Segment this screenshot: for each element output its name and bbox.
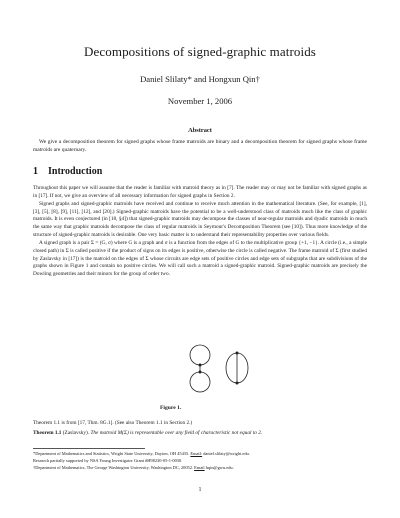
theorem-reference: Theorem 1.1 is from [17, Thm. 8G.1]. (See also Theorem 1.1 in Section 2.): [33, 420, 193, 426]
figure-vertex: [199, 371, 202, 374]
figure-caption: Figure 1.: [160, 405, 182, 411]
section-heading: [33, 166, 102, 177]
section-title: Introduction: [48, 166, 103, 177]
footnote-2: †Department of Mathematics, The George Washington University, Washington DC, 20052. Email hqin@gwu.edu.: [33, 465, 234, 470]
paper-title: Decompositions of signed-graphic matroids: [84, 44, 316, 59]
figure-vertex: [199, 364, 202, 367]
theorem-statement: The matroid M(Σ) is representable over any field of characteristic not equal to 2.: [90, 430, 263, 436]
paper-date: November 1, 2006: [167, 96, 233, 106]
footnotes: [33, 450, 367, 471]
abstract-text: We give a decomposition theorem for signed graphs whose frame matroids are binary and a decomposition theorem for signed graphs whose frame matroids are quaternary.: [33, 139, 367, 153]
footnote-1-email[interactable]: daniel.slilaty@wright.edu.: [203, 451, 250, 456]
section-number: 1: [33, 166, 38, 177]
figure-upper-loop: [190, 345, 210, 365]
theorem-label: Theorem 1.1: [33, 430, 62, 436]
footnote-1-email-label: Email:: [190, 451, 203, 456]
figure-vertex: [236, 382, 239, 385]
paragraph-3: A signed graph is a pair Σ = (G, σ) where G is a graph and σ is a function from the edges of G to the multiplicative group {+1, −1}. A circle (i.e., a simple closed path) in Σ is called positive if the product of signs on its edges is positive, otherwise the circle is called negative. The frame matroid of Σ (first studied by Zaslavsky in [17]) is the matroid on the edges of Σ whose circuits are edge sets of positive circles and edge sets of subgraphs that are subdivisions of the graphs shown in Figure 1 and contain no positive circles. We will call such a matroid a signed-graphic matroid. Signed-graphic matroids are precisely the Dowling geometries and their minors for the group of order two.: [33, 239, 367, 278]
abstract-heading: Abstract: [188, 127, 212, 134]
footnote-rule: [33, 448, 145, 449]
paragraph-2: Signed graphs and signed-graphic matroids have received and continue to receive much attention in the mathematical literature. (See, for example, [1], [3], [5], [8], [9], [11], [12], and [20].) Signed-graphic matroids have the potential to be a well-understood class of matroids much like the class of graphic matroids. It is even conjectured (in [18, §4]) that signed-graphic matroids may decompose the classes of near-regular matroids and dyadic matroids in much the same way that graphic matroids decompose the class of regular matroids in Seymour's Decomposition Theorem (see [10]). Thus more knowledge of the structure of signed-graphic matroids is desirable. One very basic matter is to understand their representability properties over various fields.: [33, 200, 367, 239]
footnote-1: *Department of Mathematics and Statistics, Wright State University, Dayton, OH 45435. Email: daniel.slilaty@wright.edu.: [33, 451, 250, 456]
footnote-2-email-label: Email: [194, 465, 205, 470]
paper-authors: Daniel Slilaty* and Hongxun Qin†: [140, 74, 260, 84]
footnote-2-email[interactable]: hqin@gwu.edu.: [205, 465, 234, 470]
body-text: [33, 185, 367, 279]
page-number: 1: [198, 487, 202, 493]
figure-lower-loop: [190, 372, 210, 392]
theorem-1-1: [33, 430, 367, 438]
theorem-attribution: (Zaslavsky).: [62, 430, 90, 436]
footnote-grant: Research partially supported by NSA Young Investigator Grant #H98230-05-1-0030.: [33, 458, 183, 463]
figure-theta-outer: [226, 353, 248, 383]
figure-vertex: [236, 352, 239, 355]
paragraph-1: Throughout this paper we will assume that the reader is familiar with matroid theory as in [7]. The reader may or may not be familiar with signed graphs as in [17]. If not, we give an overview of all necessary information for signed graphs in Section 2.: [33, 185, 367, 199]
